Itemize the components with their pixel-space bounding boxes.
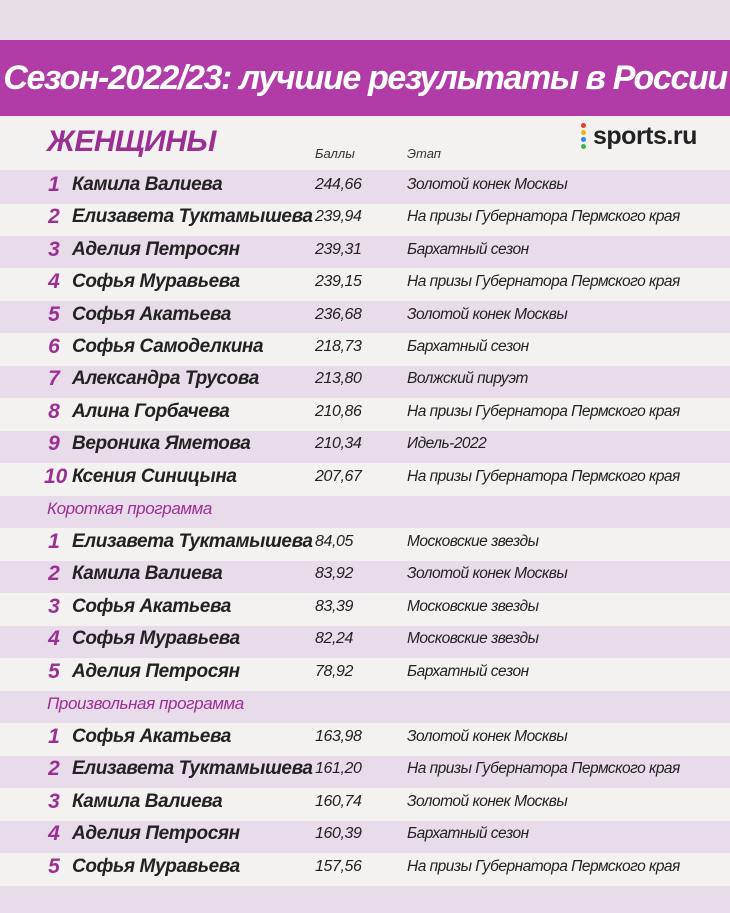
score-value: 218,73 xyxy=(315,338,362,355)
athlete-name: Софья Акатьева xyxy=(72,595,231,617)
event-name: Идель-2022 xyxy=(407,435,487,453)
result-row xyxy=(0,201,730,233)
athlete-name: Софья Самоделкина xyxy=(72,336,264,357)
athlete-name: Елизавета Туктамышева xyxy=(72,758,313,780)
column-header-stage: Этап xyxy=(407,146,441,161)
title-banner xyxy=(0,40,730,116)
result-row xyxy=(0,169,730,201)
event-name: На призы Губернатора Пермского края xyxy=(407,760,680,778)
athlete-name: Аделия Петросян xyxy=(72,238,240,260)
event-name: Бархатный сезон xyxy=(407,662,529,680)
result-row xyxy=(0,786,730,818)
event-name: Московские звезды xyxy=(407,533,539,550)
background-stripe xyxy=(0,886,730,913)
event-name: Золотой конек Москвы xyxy=(407,565,568,583)
rank-number: 4 xyxy=(48,627,60,651)
rank-number: 9 xyxy=(48,432,60,456)
event-name: На призы Губернатора Пермского края xyxy=(407,467,680,485)
logo-dots-icon xyxy=(581,121,589,151)
rank-number: 5 xyxy=(48,659,60,683)
event-name: Золотой конек Москвы xyxy=(407,792,568,810)
page-title: Сезон-2022/23: лучшие результаты в России xyxy=(3,59,727,97)
score-value: 210,86 xyxy=(315,402,362,420)
sports-ru-logo xyxy=(581,119,697,153)
score-value: 161,20 xyxy=(315,760,362,778)
result-row xyxy=(0,234,730,266)
score-value: 213,80 xyxy=(315,370,362,388)
logo-dot-red xyxy=(581,123,586,128)
score-value: 82,24 xyxy=(315,630,354,648)
rank-number: 1 xyxy=(48,530,60,553)
rank-number: 5 xyxy=(48,854,60,878)
athlete-name: Елизавета Туктамышева xyxy=(72,206,313,228)
event-name: На призы Губернатора Пермского края xyxy=(407,208,680,226)
event-name: Бархатный сезон xyxy=(407,240,529,258)
event-name: На призы Губернатора Пермского края xyxy=(407,857,680,875)
rank-number: 2 xyxy=(48,757,60,781)
athlete-name: Софья Муравьева xyxy=(72,855,240,877)
event-name: Московские звезды xyxy=(407,597,539,615)
score-value: 210,34 xyxy=(315,435,362,453)
result-row xyxy=(0,851,730,883)
event-name: Бархатный сезон xyxy=(407,338,529,355)
column-header-score: Баллы xyxy=(315,146,355,161)
rank-number: 1 xyxy=(48,725,60,748)
result-row xyxy=(0,721,730,753)
event-name: Золотой конек Москвы xyxy=(407,176,568,193)
athlete-name: Софья Акатьева xyxy=(72,726,231,747)
score-value: 78,92 xyxy=(315,662,354,680)
score-value: 84,05 xyxy=(315,533,354,550)
logo-dot-green xyxy=(581,144,586,149)
event-name: Бархатный сезон xyxy=(407,825,529,843)
section-title-women: ЖЕНЩИНЫ xyxy=(47,125,216,158)
athlete-name: Алина Горбачева xyxy=(72,400,230,422)
result-row xyxy=(0,396,730,428)
logo-dot-yellow xyxy=(581,130,586,135)
score-value: 239,15 xyxy=(315,273,362,291)
score-value: 83,39 xyxy=(315,597,354,615)
score-value: 244,66 xyxy=(315,176,362,193)
result-row xyxy=(0,331,730,363)
result-row xyxy=(0,623,730,655)
result-row xyxy=(0,299,730,331)
rank-number: 3 xyxy=(48,237,60,261)
rank-number: 7 xyxy=(48,367,60,391)
rank-number: 3 xyxy=(48,594,60,618)
score-value: 239,94 xyxy=(315,208,362,226)
rank-number: 4 xyxy=(48,270,60,294)
event-name: Золотой конек Москвы xyxy=(407,305,568,323)
score-value: 157,56 xyxy=(315,857,362,875)
free-program-heading: Произвольная программа xyxy=(47,694,244,713)
score-value: 160,39 xyxy=(315,825,362,843)
rank-number: 1 xyxy=(48,173,60,196)
athlete-name: Елизавета Туктамышева xyxy=(72,531,313,552)
result-row xyxy=(0,591,730,623)
rank-number: 4 xyxy=(48,822,60,846)
athlete-name: Софья Акатьева xyxy=(72,303,231,325)
athlete-name: Камила Валиева xyxy=(72,790,223,812)
result-row xyxy=(0,461,730,493)
athlete-name: Камила Валиева xyxy=(72,563,223,585)
event-name: На призы Губернатора Пермского края xyxy=(407,402,680,420)
event-name: Московские звезды xyxy=(407,630,539,648)
athlete-name: Аделия Петросян xyxy=(72,660,240,682)
rank-number: 2 xyxy=(48,205,60,229)
athlete-name: Софья Муравьева xyxy=(72,628,240,650)
athlete-name: Софья Муравьева xyxy=(72,271,240,293)
result-row xyxy=(0,656,730,688)
logo-dot-blue xyxy=(581,137,586,142)
score-value: 160,74 xyxy=(315,792,362,810)
score-value: 236,68 xyxy=(315,305,362,323)
event-name: На призы Губернатора Пермского края xyxy=(407,273,680,291)
result-row xyxy=(0,818,730,850)
result-row xyxy=(0,558,730,590)
score-value: 83,92 xyxy=(315,565,354,583)
brand-name: sports.ru xyxy=(593,121,697,150)
event-name: Волжский пируэт xyxy=(407,370,528,388)
rank-number: 6 xyxy=(48,335,60,358)
athlete-name: Вероника Яметова xyxy=(72,433,251,455)
result-row xyxy=(0,526,730,558)
short-program-heading: Короткая программа xyxy=(47,499,212,518)
athlete-name: Ксения Синицына xyxy=(72,465,237,487)
rank-number: 8 xyxy=(48,399,60,423)
score-value: 207,67 xyxy=(315,467,362,485)
background-stripe xyxy=(0,0,730,40)
rank-number: 2 xyxy=(48,562,60,586)
event-name: Золотой конек Москвы xyxy=(407,728,568,745)
score-value: 239,31 xyxy=(315,240,362,258)
score-value: 163,98 xyxy=(315,728,362,745)
rank-number: 10 xyxy=(44,464,68,488)
result-row xyxy=(0,266,730,298)
athlete-name: Аделия Петросян xyxy=(72,823,240,845)
result-row xyxy=(0,363,730,395)
result-row xyxy=(0,428,730,460)
rank-number: 5 xyxy=(48,302,60,326)
athlete-name: Камила Валиева xyxy=(72,174,223,195)
result-row xyxy=(0,753,730,785)
athlete-name: Александра Трусова xyxy=(72,368,259,390)
rank-number: 3 xyxy=(48,789,60,813)
